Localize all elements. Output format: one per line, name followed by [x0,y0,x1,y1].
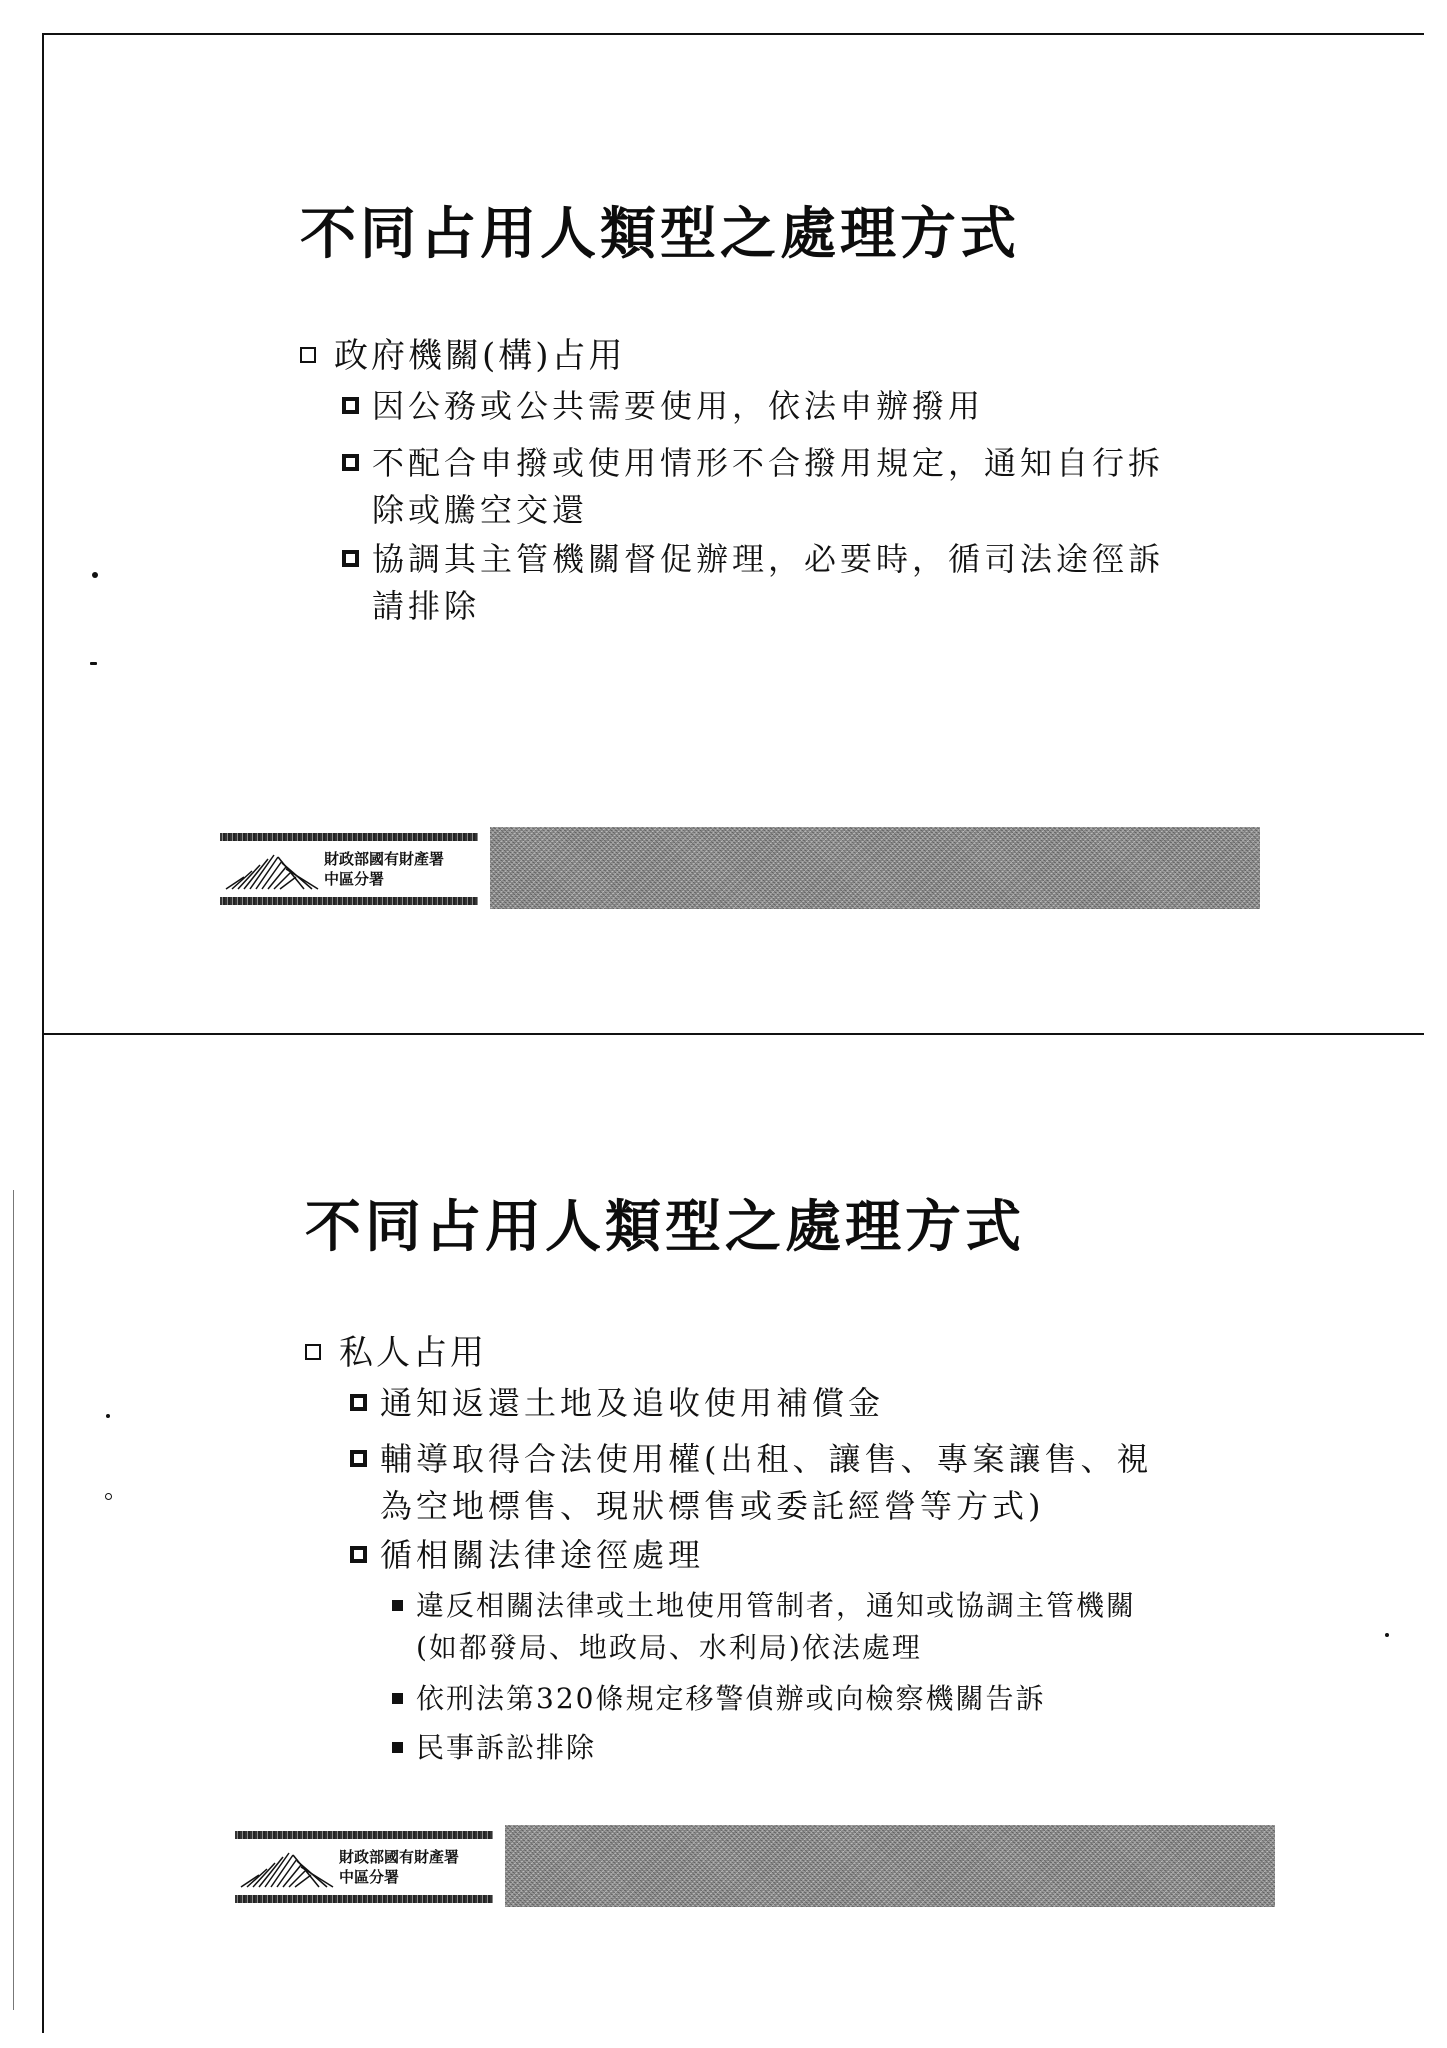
heading-government-occupation: 政府機關(構)占用 [300,328,626,377]
sub-list-item: 民事訴訟排除 [392,1727,596,1769]
mountain-logo-icon [224,849,320,891]
filled-square-bullet-icon [392,1600,403,1611]
footer-gray-band [490,827,1260,909]
slide-title: 不同占用人類型之處理方式 [300,201,1020,267]
slide-footer [220,827,1260,909]
list-item: 循相關法律途徑處理 [350,1532,704,1579]
filled-square-bullet-icon [392,1742,403,1753]
square-bullet-icon [350,1394,367,1411]
slide-footer [235,1825,1275,1907]
square-bullet-icon [350,1450,367,1467]
sub-list-item: 依刑法第320條規定移警偵辦或向檢察機關告訴 [392,1678,1045,1720]
org-branch: 中區分署 [339,1868,400,1886]
hollow-square-bullet-icon [300,347,316,363]
org-logo [235,1825,493,1907]
org-logo [220,827,478,909]
square-bullet-icon [342,454,359,471]
filled-square-bullet-icon [392,1693,403,1704]
square-bullet-icon [342,550,359,567]
square-bullet-icon [342,397,359,414]
list-item: 通知返還土地及追收使用補償金 [350,1380,884,1427]
mountain-logo-icon [239,1847,335,1889]
hollow-square-bullet-icon [305,1344,321,1360]
sub-list-item: 違反相關法律或土地使用管制者，通知或協調主管機關 (如都發局、地政局、水利局)依法處理 [392,1585,1136,1669]
slide-2 [0,1035,1447,2048]
list-item: 因公務或公共需要使用，依法申辦撥用 [342,383,984,430]
heading-private-occupation: 私人占用 [305,1325,487,1374]
org-name: 財政部國有財產署 [324,850,445,868]
org-branch: 中區分署 [324,870,385,888]
slide-title: 不同占用人類型之處理方式 [305,1194,1025,1260]
list-item: 協調其主管機關督促辦理，必要時，循司法途徑訴 請排除 [342,536,1164,630]
list-item: 不配合申撥或使用情形不合撥用規定，通知自行拆 除或騰空交還 [342,440,1164,534]
footer-gray-band [505,1825,1275,1907]
org-name: 財政部國有財產署 [339,1848,460,1866]
square-bullet-icon [350,1546,367,1563]
list-item: 輔導取得合法使用權(出租、讓售、專案讓售、視 為空地標售、現狀標售或委託經營等方式) [350,1436,1153,1530]
